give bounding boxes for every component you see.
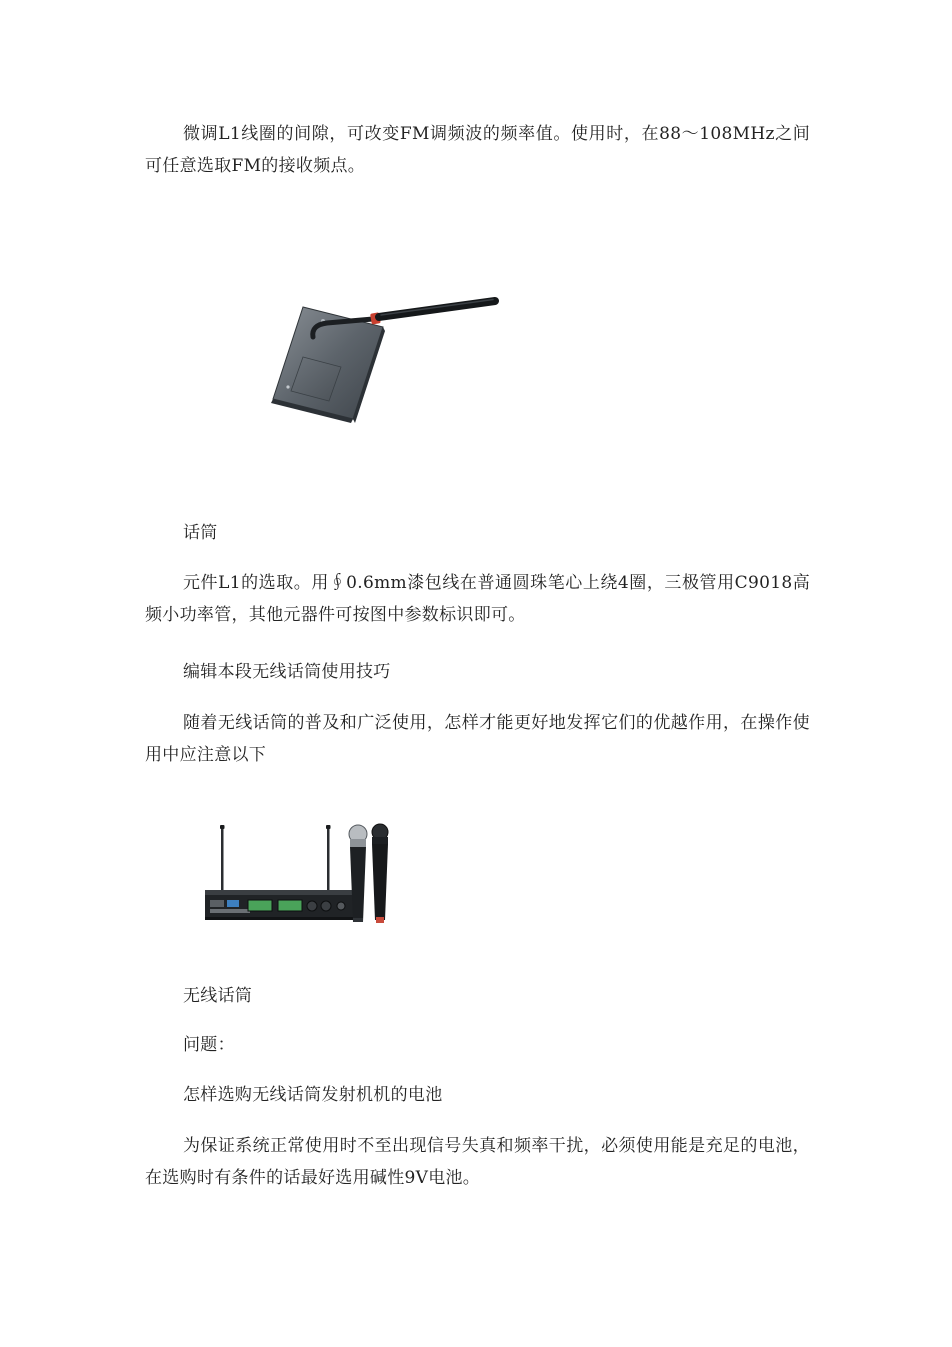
caption-wireless-microphone: 无线话筒 — [183, 986, 253, 1006]
gooseneck-microphone-image — [265, 295, 510, 425]
paragraph-battery-advice: 为保证系统正常使用时不至出现信号失真和频率干扰，必须使用能是充足的电池，在选购时有条件的话最好选用碱性9V电池。 — [145, 1136, 810, 1188]
question-text: 怎样选购无线话筒发射机机的电池 — [183, 1085, 443, 1105]
wireless-microphone-system-image — [200, 822, 400, 930]
wireless-receiver-icon — [200, 822, 400, 930]
paragraph-component-l1: 元件L1的选取。用∮0.6mm漆包线在普通圆珠笔心上绕4圈，三极管用C9018高频小功率管，其他元器件可按图中参数标识即可。 — [145, 573, 810, 625]
question-label: 问题： — [183, 1035, 235, 1055]
caption-microphone: 话筒 — [183, 523, 218, 543]
gooseneck-microphone-icon — [265, 295, 510, 425]
paragraph-wireless-usage: 随着无线话筒的普及和广泛使用，怎样才能更好地发挥它们的优越作用，在操作使用中应注意以下 — [145, 713, 810, 765]
paragraph-fm-tuning: 微调L1线圈的间隙，可改变FM调频波的频率值。使用时，在88～108MHz之间可任意选取FM的接收频点。 — [145, 124, 810, 176]
section-heading-tips: 编辑本段无线话筒使用技巧 — [183, 662, 391, 682]
